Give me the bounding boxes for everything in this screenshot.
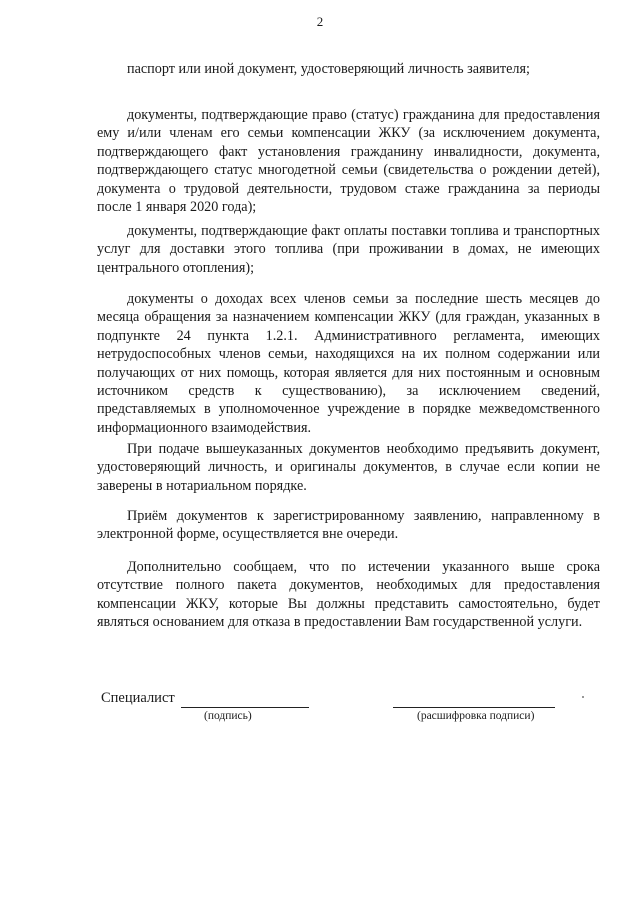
paragraph-fuel-documents: документы, подтверждающие факт оплаты поставки топлива и транспортных услуг для доставки этого топлива (при проживании в домах, не имеющих центрального отопления);: [97, 223, 600, 276]
paragraph-additional-notice: Дополнительно сообщаем, что по истечении указанного выше срока отсутствие полного пакета документов, необходимых для предоставления компенсации ЖКУ, которые Вы должны представить самостоятельно, будет являться основанием для отказа в предоставлении Вам государственной услуги.: [97, 559, 600, 631]
paragraph-income-documents: документы о доходах всех членов семьи за последние шесть месяцев до месяца обращения за назначением компенсации ЖКУ (для граждан, указанных в подпункте 24 пункта 1.2.1. Административного регламента, имеющих нетрудоспособных членов семьи, находящихся на их полном содержании или получающих от них помощь, которая является для них постоянным и основным источником средств к существованию), за исключением сведений, представляемых в уполномоченное учреждение в порядке межведомственного информационного взаимодействия.: [97, 291, 600, 436]
page-number: 2: [316, 14, 324, 29]
paragraph-status-documents: документы, подтверждающие право (статус) гражданина для предоставления ему и/или членам его семьи компенсации ЖКУ (за исключением документа, подтверждающего факт установления гражданину инвалидности, документа, подтверждающего статус многодетной семьи (свидетельства о рождении детей), документа о трудовой деятельности, трудовом стаже гражданина за периоды после 1 января 2020 года);: [97, 107, 600, 216]
scan-speck: [582, 696, 584, 698]
paragraph-electronic-form: Приём документов к зарегистрированному заявлению, направленному в электронной форме, осуществляется вне очереди.: [97, 508, 600, 543]
name-decode-line: [393, 707, 555, 708]
signature-line: [181, 707, 309, 708]
paragraph-originals-notice: При подаче вышеуказанных документов необходимо предъявить документ, удостоверяющий личность, и оригиналы документов, в случае если копии не заверены в нотариальном порядке.: [97, 441, 600, 494]
specialist-label: Специалист: [101, 690, 175, 706]
paragraph-passport: паспорт или иной документ, удостоверяющий личность заявителя;: [127, 61, 530, 77]
name-decode-caption: (расшифровка подписи): [417, 710, 535, 722]
signature-caption: (подпись): [204, 710, 252, 722]
